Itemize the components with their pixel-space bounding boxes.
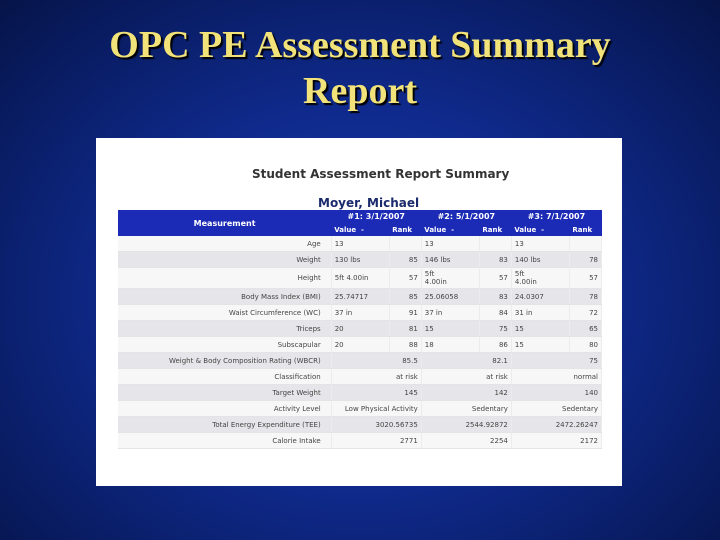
header-assessment-3: #3: 7/1/2007	[527, 212, 586, 221]
assessment-table	[118, 210, 602, 449]
table-header-row-1	[118, 210, 602, 223]
table-row: Age 13 13 13	[118, 236, 602, 252]
header-value-3: Value -	[514, 225, 545, 234]
header-rank-1: Rank	[392, 225, 413, 234]
student-name: Moyer, Michael	[318, 196, 420, 210]
header-rank-3: Rank	[572, 225, 593, 234]
table-row: Classification at risk at risk normal	[118, 369, 602, 385]
table-row: Height 5ft 4.00in 57 5ft 4.00in 57 5ft 4.00in 57	[118, 268, 602, 289]
header-rank-2: Rank	[482, 225, 503, 234]
header-value-2: Value -	[424, 225, 454, 234]
table-row: Calorie Intake 2771 2254 2172	[118, 433, 602, 449]
report-heading: Student Assessment Report Summary	[252, 167, 510, 181]
table-row: Activity Level Low Physical Activity Sedentary Sedentary	[118, 401, 602, 417]
header-assessment-1: #1: 3/1/2007	[347, 212, 405, 221]
table-row: Weight 130 lbs 85 146 lbs 83 140 lbs 78	[118, 252, 602, 268]
table-row: Subscapular 20 88 18 86 15 80	[118, 337, 602, 353]
table-row: Total Energy Expenditure (TEE) 3020.56735 2544.92872 2472.26247	[118, 417, 602, 433]
header-assessment-2: #2: 5/1/2007	[437, 212, 496, 221]
table-row: Triceps 20 81 15 75 15 65	[118, 321, 602, 337]
table-row: Weight & Body Composition Rating (WBCR) 85.5 82.1 75	[118, 353, 602, 369]
header-measurement: Measurement	[193, 218, 256, 228]
header-value-1: Value -	[334, 225, 364, 234]
slide-title	[0, 22, 720, 114]
slide-title-line-2: Report	[303, 70, 417, 112]
slide-title-line-1: OPC PE Assessment Summary	[109, 24, 611, 66]
table-row: Target Weight 145 142 140	[118, 385, 602, 401]
table-row: Waist Circumference (WC) 37 in 91 37 in 84 31 in 72	[118, 305, 602, 321]
report-screenshot	[96, 138, 622, 486]
table-row: Body Mass Index (BMI) 25.74717 85 25.06058 83 24.0307 78	[118, 289, 602, 305]
